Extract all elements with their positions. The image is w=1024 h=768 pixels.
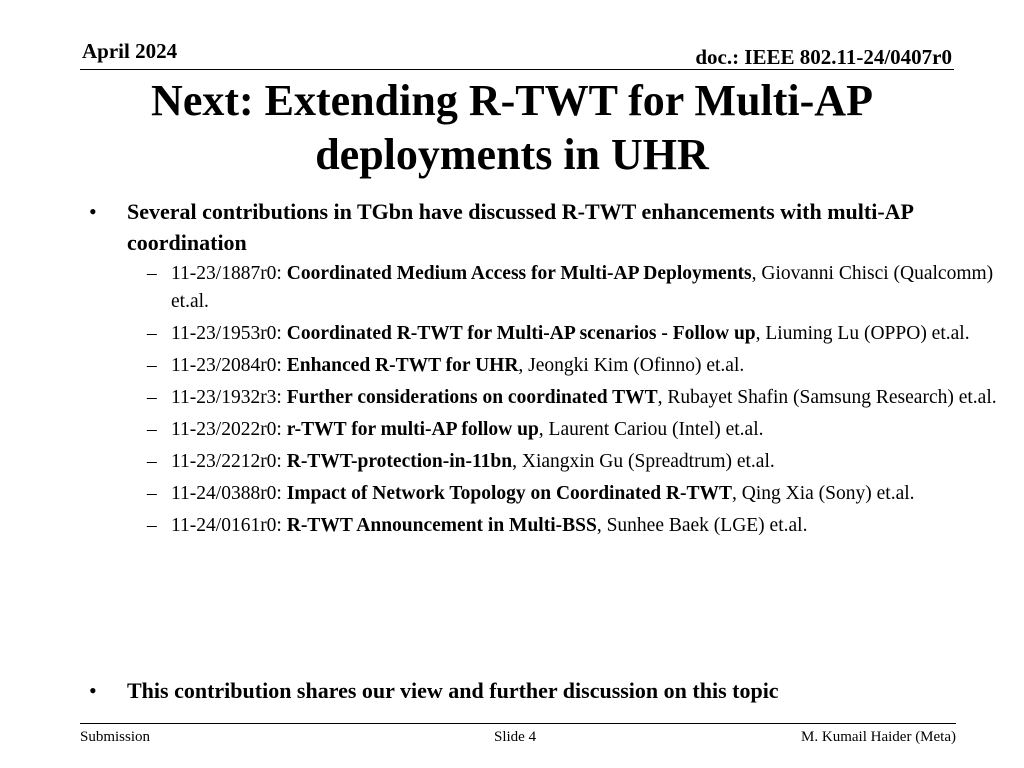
contribution-doc: 11-23/2212r0: bbox=[171, 451, 287, 472]
header-divider bbox=[80, 69, 954, 70]
contribution-authors: , Laurent Cariou (Intel) et.al. bbox=[538, 419, 764, 440]
contribution-doc: 11-23/1887r0: bbox=[171, 263, 287, 284]
contribution-title: Coordinated Medium Access for Multi-AP Deployments bbox=[286, 263, 752, 284]
contribution-title: R-TWT Announcement in Multi-BSS bbox=[286, 515, 597, 536]
contribution-title: Impact of Network Topology on Coordinated R-TWT bbox=[286, 483, 733, 504]
contribution-authors: , Liuming Lu (OPPO) et.al. bbox=[755, 323, 970, 344]
contribution-authors: , Rubayet Shafin (Samsung Research) et.al. bbox=[657, 387, 997, 408]
slide-title: Next: Extending R-TWT for Multi-AP deployments in UHR bbox=[151, 76, 873, 179]
contribution-authors: , Giovanni Chisci (Qualcomm) et.al. bbox=[171, 263, 994, 312]
contribution-doc: 11-23/1953r0: bbox=[171, 323, 287, 344]
contribution-item bbox=[147, 512, 997, 540]
bullet-icon: • bbox=[89, 199, 97, 224]
contribution-authors: , Qing Xia (Sony) et.al. bbox=[732, 483, 915, 504]
header-date: April 2024 bbox=[82, 39, 178, 63]
contribution-authors: , Xiangxin Gu (Spreadtrum) et.al. bbox=[512, 451, 775, 472]
contribution-doc: 11-24/0161r0: bbox=[171, 515, 287, 536]
dash-icon: – bbox=[147, 451, 157, 472]
bullet-icon: • bbox=[89, 678, 97, 703]
dash-icon: – bbox=[147, 483, 157, 504]
header-doc-id: doc.: IEEE 802.11-24/0407r0 bbox=[695, 45, 952, 69]
dash-icon: – bbox=[147, 263, 157, 284]
footer-divider bbox=[80, 723, 956, 724]
contribution-item bbox=[147, 260, 997, 316]
contribution-authors: , Sunhee Baek (LGE) et.al. bbox=[596, 515, 808, 536]
dash-icon: – bbox=[147, 387, 157, 408]
contribution-title: R-TWT-protection-in-11bn bbox=[286, 451, 513, 472]
contribution-title: r-TWT for multi-AP follow up bbox=[286, 419, 539, 440]
contribution-doc: 11-24/0388r0: bbox=[171, 483, 287, 504]
dash-icon: – bbox=[147, 323, 157, 344]
footer-submission: Submission bbox=[80, 729, 151, 745]
footer-slide-number: Slide 4 bbox=[494, 729, 537, 745]
dash-icon: – bbox=[147, 515, 157, 536]
contribution-title: Coordinated R-TWT for Multi-AP scenarios - Follow up bbox=[286, 323, 756, 344]
bullet-conclusion: This contribution shares our view and further discussion on this topic bbox=[127, 678, 779, 703]
contribution-item bbox=[147, 320, 997, 348]
contribution-doc: 11-23/2022r0: bbox=[171, 419, 287, 440]
dash-icon: – bbox=[147, 355, 157, 376]
contribution-authors: , Jeongki Kim (Ofinno) et.al. bbox=[518, 355, 745, 376]
contribution-item bbox=[147, 480, 997, 508]
contribution-item bbox=[147, 448, 997, 476]
contribution-title: Enhanced R-TWT for UHR bbox=[286, 355, 519, 376]
contribution-item bbox=[147, 352, 997, 380]
bullet-contributions: Several contributions in TGbn have discussed R-TWT enhancements with multi-AP coordination bbox=[127, 199, 913, 255]
contribution-item bbox=[147, 384, 997, 412]
dash-icon: – bbox=[147, 419, 157, 440]
contribution-doc: 11-23/1932r3: bbox=[171, 387, 287, 408]
footer-author: M. Kumail Haider (Meta) bbox=[801, 729, 956, 745]
contribution-list bbox=[147, 260, 997, 544]
contribution-doc: 11-23/2084r0: bbox=[171, 355, 287, 376]
contribution-title: Further considerations on coordinated TWT bbox=[286, 387, 658, 408]
contribution-item bbox=[147, 416, 997, 444]
